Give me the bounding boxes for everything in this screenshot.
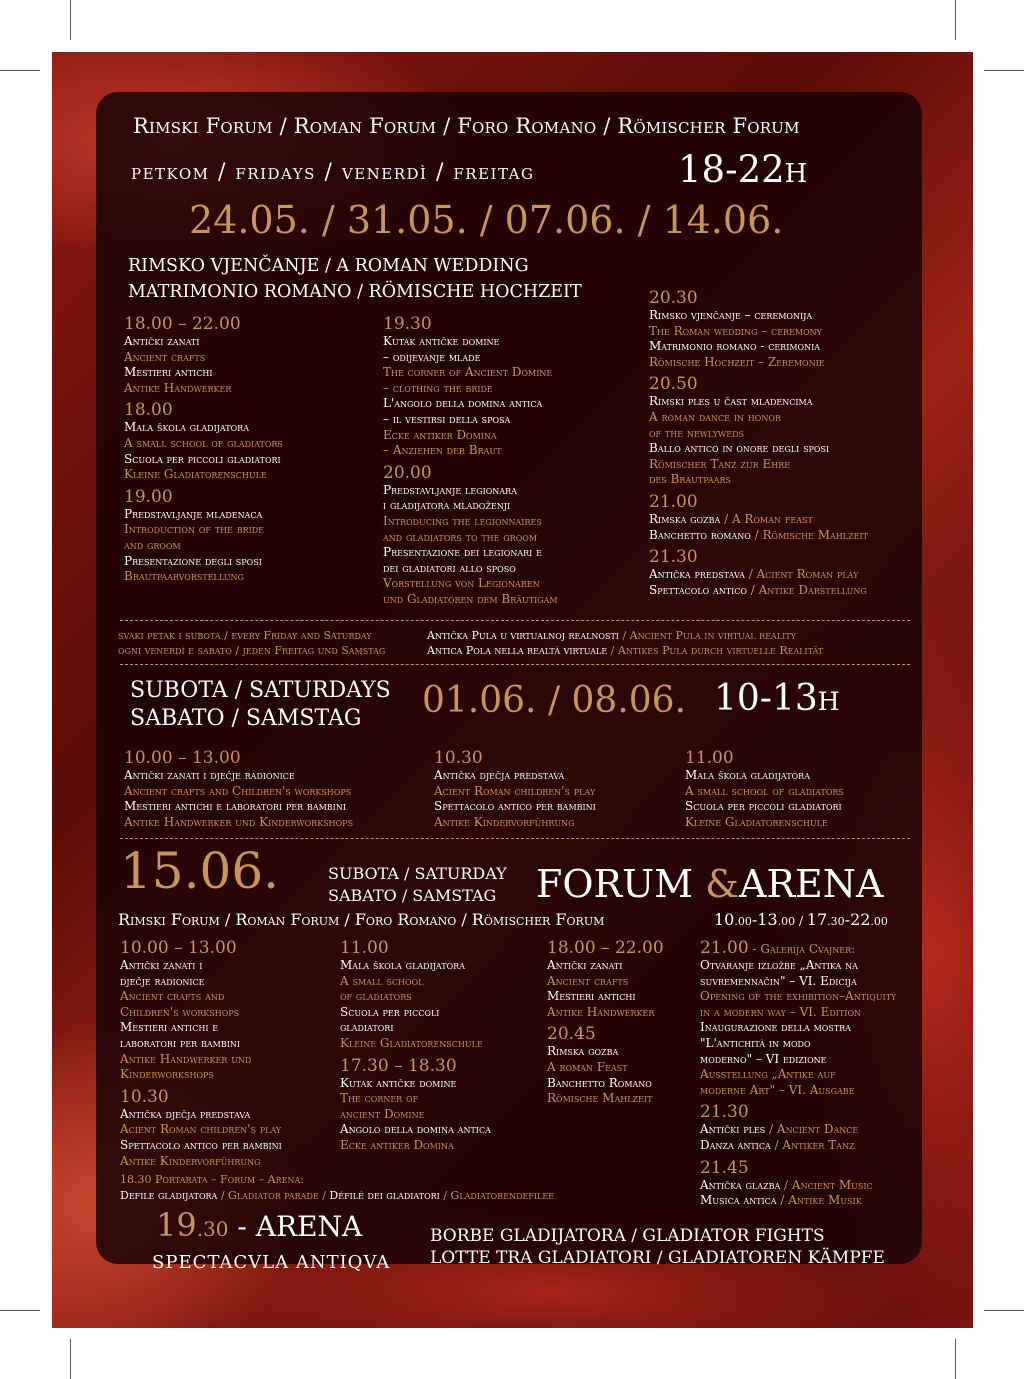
final-col4 — [700, 938, 896, 1209]
event-line: Antička dječja predstava — [120, 1106, 251, 1121]
friday-days: petkom / fridays / venerdì / freitag — [131, 160, 535, 185]
event-time: 21.30 — [649, 547, 698, 568]
event-line: laboratori per bambini — [120, 1035, 241, 1050]
event-line: Matrimonio romano - cerimonia — [649, 339, 821, 354]
crop-mark — [955, 1339, 956, 1379]
vr-days-1: svaki petak i subota / every Friday and Saturday — [118, 629, 372, 642]
event-line: Ancient crafts and — [120, 989, 225, 1004]
divider — [120, 664, 910, 665]
event-line: Ecke antiker Domina — [383, 427, 497, 442]
event-line: des Brautpaars — [649, 472, 731, 487]
hours-part: .00 — [870, 915, 888, 928]
event-line: Spettacolo antico — [649, 582, 747, 597]
event-line: Antički zanati — [547, 958, 623, 972]
event-line: Children's workshops — [120, 1004, 240, 1019]
event-line: Rimska gozba — [547, 1044, 619, 1059]
event-time: 10.30 — [120, 1086, 169, 1107]
event-time: 10.30 — [434, 748, 483, 768]
arena-time — [156, 1206, 362, 1244]
event-line: Antike Kindervorführung — [434, 814, 575, 829]
event-time: 21.00 — [700, 938, 749, 958]
event-line: "L'antichità in modo — [700, 1035, 811, 1050]
event-line: moderne Art" – VI. Ausgabe — [700, 1082, 855, 1097]
event-line: Antike Handwerker — [124, 380, 232, 395]
portarata-text: Défilé dei gladiatori — [329, 1189, 440, 1202]
wedding-title-1: RIMSKO VJENČANJE / A ROMAN WEDDING — [128, 256, 529, 276]
event-line: / Ancient Dance — [765, 1122, 859, 1137]
event-line: Mala škola gladijatora — [124, 420, 249, 435]
event-line: Mestieri antichi — [547, 989, 636, 1004]
event-line: L'angolo della domina antica — [383, 396, 543, 411]
event-line: Antička glazba — [700, 1177, 781, 1192]
portarata-title: 18.30 Portarata – Forum – Arena: — [120, 1173, 304, 1186]
event-time: 10.00 – 13.00 — [124, 748, 241, 768]
crop-mark — [984, 1310, 1024, 1311]
portarata-line — [120, 1188, 554, 1203]
event-line: The corner of — [340, 1091, 419, 1106]
event-time: 21.45 — [700, 1157, 749, 1178]
event-line: – il vestirsi della sposa — [383, 411, 511, 426]
crop-mark — [70, 0, 71, 40]
hours-part: 10 — [714, 910, 735, 929]
event-time: 20.50 — [649, 374, 698, 395]
friday-col2 — [383, 314, 558, 608]
event-line: Danza antica — [700, 1137, 771, 1152]
event-line: Mala škola gladijatora — [685, 768, 810, 782]
final-date: 15.06. — [120, 842, 280, 900]
event-line: The Roman wedding – ceremony — [649, 323, 822, 338]
event-line: Brautpaarvorstellung — [124, 569, 244, 584]
vr-line-1 — [427, 628, 796, 643]
event-line: gladiatori — [340, 1020, 394, 1035]
friday-col3 — [649, 288, 868, 598]
crop-mark — [955, 0, 956, 40]
event-time: 21.30 — [700, 1102, 749, 1123]
vr-text: / Ancient Pula in virtual reality — [618, 629, 796, 642]
event-line: Rimsko vjenčanje – ceremonija — [649, 308, 813, 322]
event-line: / Acient Roman play — [744, 567, 859, 582]
gladiator-fights-2: LOTTE TRA GLADIATORI / GLADIATOREN KÄMPFE — [430, 1248, 885, 1268]
event-line: Predstavljanje legionara — [383, 482, 517, 497]
hours-part: -13 — [751, 910, 778, 929]
final-day-1: SUBOTA / SATURDAY — [328, 864, 507, 883]
event-line: Ancient crafts — [547, 973, 629, 988]
event-line: Antike Handwerker — [547, 1004, 655, 1019]
event-line: – clothing the bride — [383, 380, 493, 395]
event-line: suvremennačin" – VI. Edicija — [700, 973, 857, 988]
event-line: Banchetto romano — [649, 527, 751, 542]
event-line: Antike Kindervorführung — [120, 1153, 261, 1168]
event-line: Kutak antičke domine — [340, 1075, 457, 1090]
event-line: ancient Domine — [340, 1106, 425, 1121]
arena-word: ARENA — [739, 862, 884, 906]
divider — [120, 838, 910, 839]
event-line: Kutak antičke domine — [383, 334, 500, 348]
forum-word: FORUM — [536, 862, 694, 906]
event-line: Ausstellung „Antike auf — [700, 1067, 836, 1082]
gladiator-fights-1: BORBE GLADIJATORA / GLADIATOR FIGHTS — [430, 1226, 825, 1246]
event-line: / Römische Mahlzeit — [750, 527, 868, 542]
vr-text: Antica Pola nella realtà virtuale — [427, 644, 608, 657]
vr-text: Antička Pula u virtualnoj realnosti — [427, 629, 619, 642]
event-line: The corner of Ancient Domine — [383, 365, 553, 380]
event-line: Kleine Gladiatorenschule — [685, 814, 828, 829]
final-day-2: SABATO / SAMSTAG — [328, 886, 497, 905]
event-line: – Anziehen der Braut — [383, 443, 502, 458]
event-line: Predstavljanje mladenaca — [124, 506, 263, 521]
event-line: Antički ples — [700, 1122, 766, 1137]
event-line: Mestieri antichi e laboratori per bambini — [124, 799, 346, 814]
event-line: of gladiators — [340, 989, 412, 1004]
event-line: Rimski ples u čast mladencima — [649, 394, 813, 409]
saturday-col3 — [685, 748, 844, 830]
event-line: and groom — [124, 537, 181, 552]
final-col3 — [547, 938, 664, 1107]
event-time: 11.00 — [685, 748, 734, 768]
hours-part: .00 — [777, 915, 796, 928]
event-line: Antička dječja predstava — [434, 768, 565, 782]
event-line: Acient Roman children's play — [434, 783, 596, 798]
event-line: Otvaranje izložbe „Antika na — [700, 958, 858, 972]
saturday-hours: 10-13h — [714, 678, 840, 719]
event-line: Mala škola gladijatora — [340, 958, 465, 972]
event-line: Presentazione degli sposi — [124, 553, 262, 568]
poster — [52, 52, 973, 1328]
event-time: 10.00 – 13.00 — [120, 938, 237, 958]
event-time: 18.00 — [124, 400, 173, 421]
saturday-days-2: SABATO / SAMSTAG — [130, 706, 362, 731]
event-line: Scuola per piccoli gladiatori — [685, 799, 842, 814]
event-line: Banchetto Romano — [547, 1075, 652, 1090]
event-line: Inaugurazione della mostra — [700, 1020, 851, 1035]
hours-part: .30 — [827, 915, 845, 928]
forum-arena-title — [536, 862, 884, 906]
arena-minutes: .30 — [196, 1217, 229, 1241]
event-line: A small school — [340, 973, 424, 988]
event-line: Ancient crafts — [124, 349, 206, 364]
event-line: Antike Handwerker und Kinderworkshops — [124, 814, 354, 829]
event-line: Antički zanati i dječje radionice — [124, 768, 295, 782]
ampersand: & — [705, 862, 739, 906]
event-time: 18.00 – 22.00 — [547, 938, 664, 958]
saturday-col2 — [434, 748, 596, 830]
event-line: und Gladiatoren dem Bräutigam — [383, 591, 558, 606]
event-line: / Antiker Tanz — [770, 1137, 855, 1152]
vr-line-2 — [427, 643, 823, 658]
event-line: Scuola per piccoli gladiatori — [124, 451, 281, 466]
event-line: in a modern way – VI. Edition — [700, 1004, 862, 1019]
event-line: Scuola per piccoli — [340, 1004, 440, 1019]
event-line: dječje radionice — [120, 973, 205, 988]
friday-dates: 24.05. / 31.05. / 07.06. / 14.06. — [189, 198, 784, 242]
final-col2 — [340, 938, 491, 1154]
forum-title: Rimski Forum / Roman Forum / Foro Romano / Römischer Forum — [133, 114, 800, 138]
crop-mark — [0, 1310, 40, 1311]
event-venue: - Galerija Cvajner: — [748, 942, 856, 956]
event-line: Opening of the exhibition–Antiquity — [700, 989, 897, 1004]
event-line: Rimska gozba — [649, 511, 721, 526]
saturday-days-1: SUBOTA / SATURDAYS — [130, 678, 391, 703]
event-line: A roman Feast — [547, 1059, 628, 1074]
event-line: / A Roman feast — [720, 511, 813, 526]
hours-part: .00 — [734, 915, 752, 928]
friday-col1 — [124, 314, 283, 585]
event-line: / Antike Musik — [776, 1193, 862, 1208]
event-line: Kleine Gladiatorenschule — [124, 467, 267, 482]
event-line: / Antike Darstellung — [746, 582, 867, 597]
event-line: Introduction of the bride — [124, 522, 265, 537]
event-time: 18.00 – 22.00 — [124, 314, 241, 334]
event-line: Presentazione dei legionari e — [383, 545, 542, 560]
event-line: Kinderworkshops — [120, 1067, 214, 1082]
saturday-dates: 01.06. / 08.06. — [422, 680, 687, 721]
event-line: and gladiators to the groom — [383, 529, 538, 544]
event-line: Kleine Gladiatorenschule — [340, 1035, 483, 1050]
arena-hour: 19 — [156, 1206, 197, 1244]
event-time: 21.00 — [649, 491, 698, 512]
event-line: Mestieri antichi — [124, 365, 213, 380]
saturday-col1 — [124, 748, 353, 830]
event-line: / Ancient Music — [780, 1177, 873, 1192]
event-time: 20.30 — [649, 288, 698, 308]
vr-text: / Antikes Pula durch virtuelle Realität — [607, 644, 824, 657]
event-line: i gladijatora mladoženji — [383, 498, 511, 513]
event-line: Römische Hochzeit – Zeremonie — [649, 354, 825, 369]
arena-label: - ARENA — [228, 1210, 363, 1243]
event-line: Römischer Tanz zur Ehre — [649, 456, 791, 471]
event-line: – odijevanje mlade — [383, 349, 481, 364]
event-time: 19.30 — [383, 314, 432, 334]
divider — [120, 620, 910, 621]
event-line: Vorstellung von Legionaren — [383, 576, 540, 591]
event-time: 19.00 — [124, 486, 173, 507]
event-line: Spettacolo antico per bambini — [120, 1137, 282, 1152]
event-line: Musica antica — [700, 1193, 777, 1208]
event-time: 20.45 — [547, 1024, 596, 1045]
event-line: Mestieri antichi e — [120, 1020, 219, 1035]
event-line: Antički zanati i — [120, 958, 203, 972]
event-line: Ancient crafts and Children's workshops — [124, 783, 352, 798]
event-line: A small school of gladiators — [124, 435, 283, 450]
event-line: Antike Handwerker und — [120, 1051, 252, 1066]
portarata-text: / Gladiatorendefilee — [439, 1189, 555, 1202]
event-line: Introducing the legionnaires — [383, 513, 542, 528]
event-line: Spettacolo antico per bambini — [434, 799, 596, 814]
crop-mark — [0, 70, 40, 71]
event-line: Antički zanati — [124, 334, 200, 348]
hours-sep: / — [795, 914, 807, 928]
portarata-text: Defile gladijatora — [120, 1189, 218, 1202]
event-line: Antička predstava — [649, 567, 745, 582]
event-line: Acient Roman children's play — [120, 1122, 282, 1137]
event-time: 17.30 – 18.30 — [340, 1055, 457, 1076]
event-line: dei gladiatori allo sposo — [383, 560, 516, 575]
event-time: 11.00 — [340, 938, 389, 958]
event-time: 20.00 — [383, 462, 432, 483]
wedding-title-2: MATRIMONIO ROMANO / RÖMISCHE HOCHZEIT — [128, 282, 582, 302]
event-line: of the newlyweds — [649, 425, 744, 440]
event-line: Römische Mahlzeit — [547, 1091, 653, 1106]
event-line: moderno" – VI edizione — [700, 1051, 827, 1066]
event-line: Angolo della domina antica — [340, 1122, 491, 1137]
vr-days-2: ogni venerdì e sabato / jeden Freitag und Samstag — [118, 644, 386, 657]
final-hours — [714, 910, 888, 929]
hours-part: -22 — [844, 910, 871, 929]
event-line: A roman dance in honor — [649, 409, 781, 424]
event-line: Ballo antico in onore degli sposi — [649, 441, 830, 456]
hours-part: 17 — [806, 910, 828, 929]
final-col1 — [120, 938, 282, 1169]
crop-mark — [984, 70, 1024, 71]
crop-mark — [70, 1339, 71, 1379]
spectacula: SPECTACVLA ANTIQVA — [152, 1252, 391, 1273]
event-line: A small school of gladiators — [685, 783, 844, 798]
portarata-text: / Gladiator parade / — [217, 1189, 330, 1202]
friday-hours: 18-22h — [678, 148, 808, 191]
final-forum-title: Rimski Forum / Roman Forum / Foro Romano / Römischer Forum — [118, 910, 605, 929]
event-line: Ecke antiker Domina — [340, 1137, 454, 1152]
